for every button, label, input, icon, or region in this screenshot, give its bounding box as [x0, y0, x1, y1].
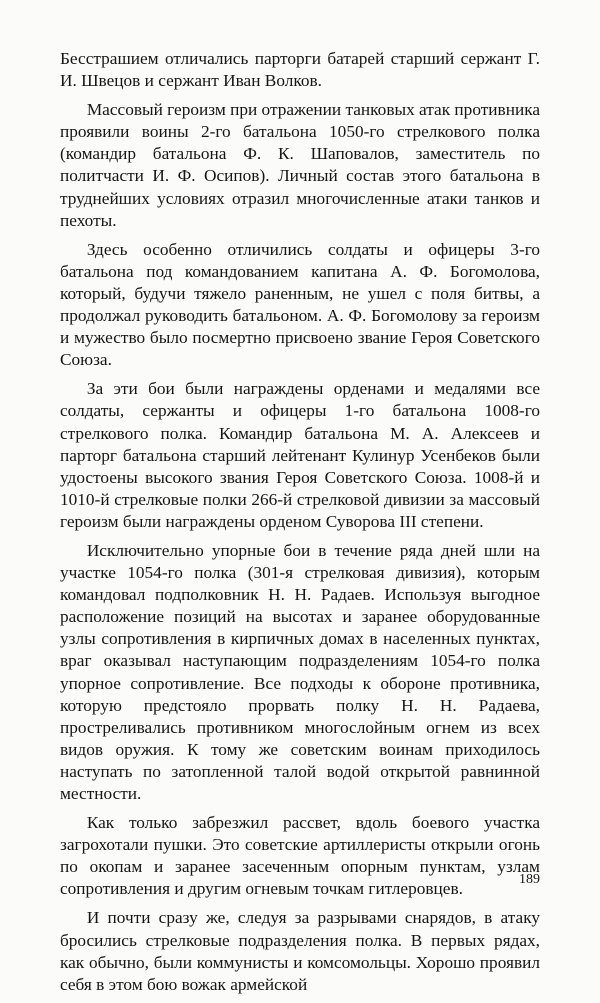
paragraph-7: И почти сразу же, следуя за разрывами снарядов, в атаку бросились стрелковые подразделения полка. В первых рядах, как обычно, были коммунисты и комсомольцы. Хорошо проявил себя в этом бою вожак армейской: [60, 908, 540, 994]
paragraph-3: Здесь особенно отличились солдаты и офицеры 3-го батальона под командованием капитана А. Ф. Богомолова, который, будучи тяжело раненным, не ушел с поля битвы, а продолжал руководить батальоном. А. Ф. Богомолову за героизм и мужество было посмертно присвоено звание Героя Советского Союза.: [60, 239, 540, 370]
paragraph-6: Как только забрезжил рассвет, вдоль боевого участка загрохотали пушки. Это советские артиллеристы открыли огонь по окопам и заранее засеченным опорным пунктам, узлам сопротивления и другим огневым точкам гитлеровцев.: [60, 813, 540, 899]
paragraph-4: За эти бои были награждены орденами и медалями все солдаты, сержанты и офицеры 1-го батальона 1008-го стрелкового полка. Командир батальона М. А. Алексеев и парторг батальона старший лейтенант Кулинур Усенбеков были удостоены высокого звания Героя Советского Союза. 1008-й и 1010-й стрелковые полки 266-й стрелковой дивизии за массовый героизм были награждены орденом Суворова III степени.: [60, 379, 540, 531]
page-text: [60, 48, 540, 1003]
paragraph-5: Исключительно упорные бои в течение ряда дней шли на участке 1054-го полка (301-я стрелковая дивизия), которым командовал подполковник Н. Н. Радаев. Используя выгодное расположение позиций на высотах и заранее оборудованные узлы сопротивления в кирпичных домах в населенных пунктах, враг оказывал наступающим подразделениям 1054-го полка упорное сопротивление. Все подходы к обороне противника, которую предстояло прорвать полку Н. Н. Радаева, простреливались противником многослойным огнем из всех видов оружия. К тому же советским воинам приходилось наступать по затопленной талой водой открытой равнинной местности.: [60, 540, 540, 803]
page-number: 189: [519, 872, 540, 887]
paragraph-2: Массовый героизм при отражении танковых атак противника проявили воины 2-го батальона 1050-го стрелкового полка (командир батальона Ф. К. Шаповалов, заместитель по политчасти И. Ф. Осипов). Личный состав этого батальона в труднейших условиях отразил многочисленные атаки танков и пехоты.: [60, 100, 540, 230]
paragraph-1: Бесстрашием отличались парторги батарей старший сержант Г. И. Швецов и сержант Иван Волков.: [60, 49, 540, 91]
